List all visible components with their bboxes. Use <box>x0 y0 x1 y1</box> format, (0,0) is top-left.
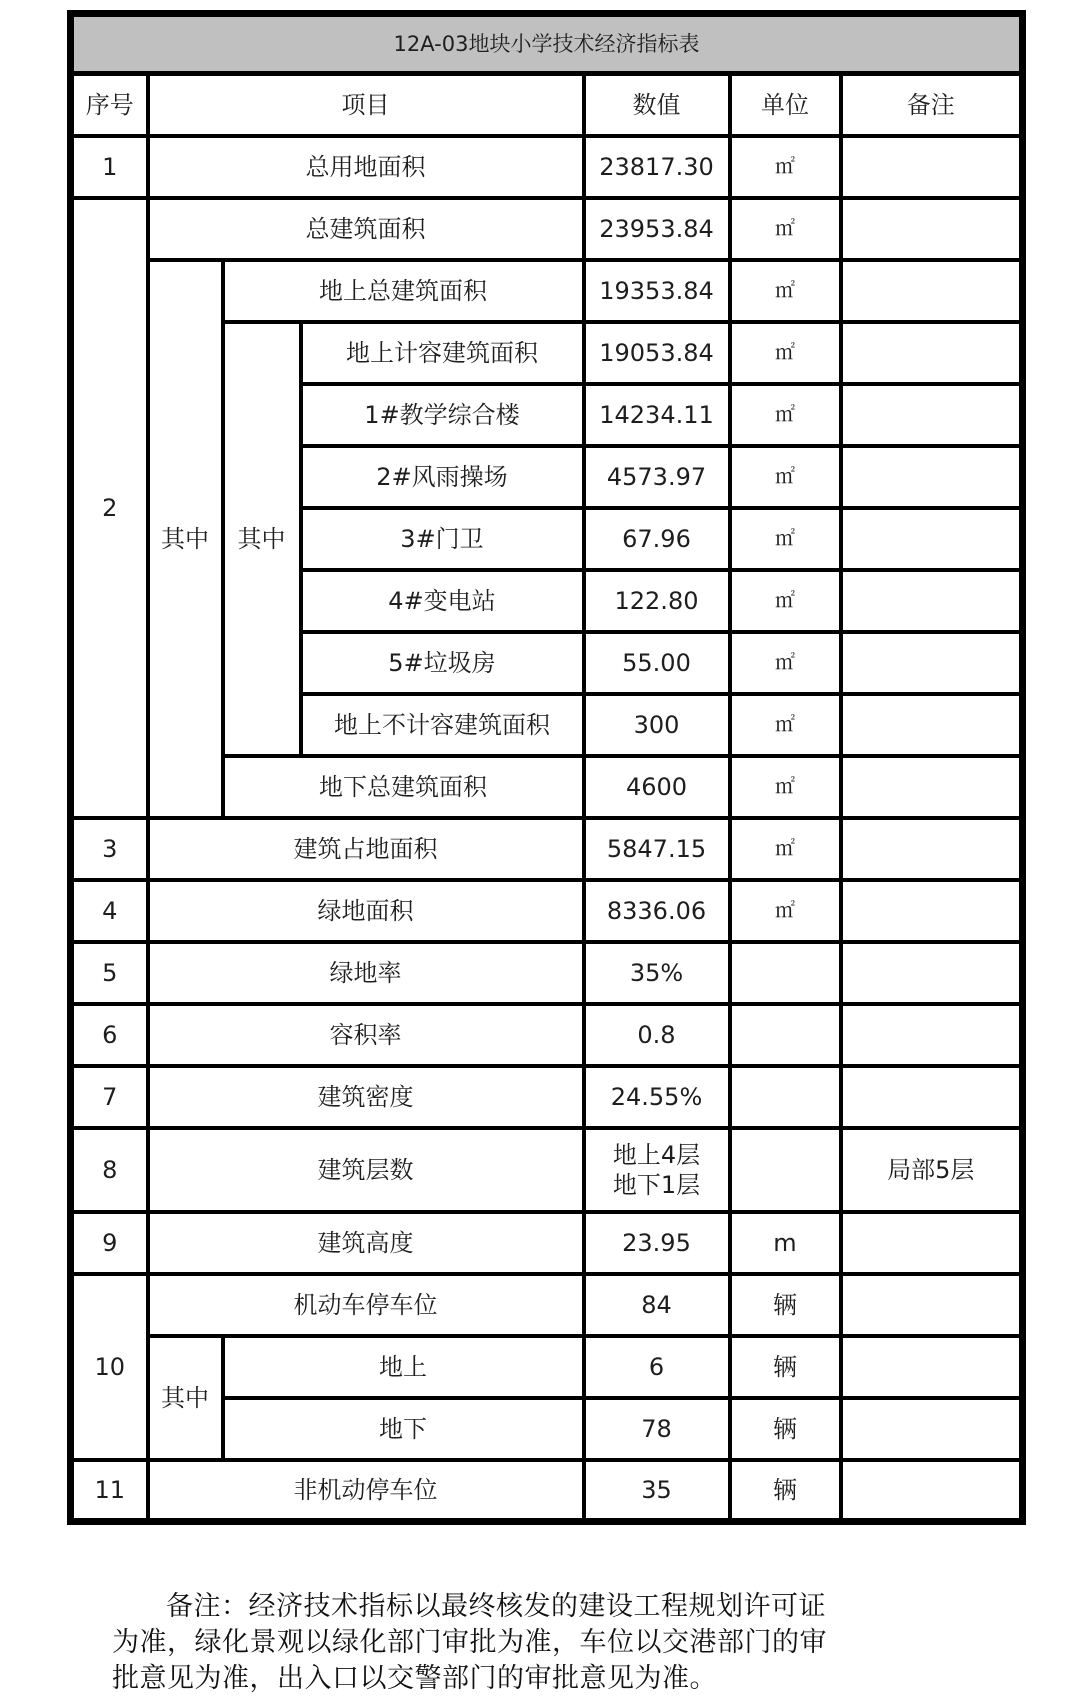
row-remark <box>841 942 1023 1004</box>
row-value: 23817.30 <box>584 136 730 198</box>
row-unit: ㎡ <box>730 446 841 508</box>
row-unit: ㎡ <box>730 136 841 198</box>
header-row <box>71 74 1023 136</box>
row-item: 1#教学综合楼 <box>301 384 584 446</box>
row-index: 2 <box>71 198 148 818</box>
row-index: 7 <box>71 1066 148 1128</box>
row-remark <box>841 818 1023 880</box>
row-index: 11 <box>71 1460 148 1522</box>
row-index: 9 <box>71 1212 148 1274</box>
nested-sub-group-label: 其中 <box>223 322 301 756</box>
row-item: 地上不计容建筑面积 <box>301 694 584 756</box>
table-row <box>71 1274 1023 1336</box>
row-item: 5#垃圾房 <box>301 632 584 694</box>
row-unit: ㎡ <box>730 880 841 942</box>
table-row <box>71 260 1023 322</box>
row-value: 23953.84 <box>584 198 730 260</box>
row-unit <box>730 942 841 1004</box>
row-unit: 辆 <box>730 1398 841 1460</box>
row-unit: ㎡ <box>730 384 841 446</box>
row-item: 2#风雨操场 <box>301 446 584 508</box>
table-row <box>71 1128 1023 1212</box>
row-remark <box>841 570 1023 632</box>
footnote-remarks: 备注：经济技术指标以最终核发的建设工程规划许可证为准，绿化景观以绿化部门审批为准，车位以交港部门的审批意见为准，出入口以交警部门的审批意见为准。 <box>112 1591 827 1694</box>
row-value: 23.95 <box>584 1212 730 1274</box>
table-row <box>71 880 1023 942</box>
row-value: 6 <box>584 1336 730 1398</box>
row-value: 35% <box>584 942 730 1004</box>
row-index: 6 <box>71 1004 148 1066</box>
row-item: 地上总建筑面积 <box>223 260 584 322</box>
row-value-line2: 地下1层 <box>612 1170 701 1199</box>
header-unit: 单位 <box>730 74 841 136</box>
table-row <box>71 1460 1023 1522</box>
row-value: 35 <box>584 1460 730 1522</box>
row-remark <box>841 1274 1023 1336</box>
row-value: 300 <box>584 694 730 756</box>
row-remark <box>841 1398 1023 1460</box>
table-row <box>71 1212 1023 1274</box>
table-row <box>71 136 1023 198</box>
row-value: 67.96 <box>584 508 730 570</box>
row-index: 1 <box>71 136 148 198</box>
row-unit: 辆 <box>730 1274 841 1336</box>
table-row <box>71 1004 1023 1066</box>
row-unit: 辆 <box>730 1336 841 1398</box>
row-item: 地下总建筑面积 <box>223 756 584 818</box>
row-unit: ㎡ <box>730 198 841 260</box>
header-remark: 备注 <box>841 74 1023 136</box>
economic-indicator-table-container <box>67 10 1019 1525</box>
row-unit: ㎡ <box>730 508 841 570</box>
row-item: 地上计容建筑面积 <box>301 322 584 384</box>
row-unit: ㎡ <box>730 322 841 384</box>
row-item: 绿地率 <box>148 942 584 1004</box>
row-remark <box>841 632 1023 694</box>
sub-group-label: 其中 <box>148 260 223 818</box>
row-value: 24.55% <box>584 1066 730 1128</box>
row-item: 总建筑面积 <box>148 198 584 260</box>
table-row <box>71 1066 1023 1128</box>
economic-indicator-table <box>67 10 1026 1525</box>
row-item: 3#门卫 <box>301 508 584 570</box>
table-row <box>71 198 1023 260</box>
row-remark <box>841 322 1023 384</box>
row-remark <box>841 446 1023 508</box>
row-value-line1: 地上4层 <box>612 1140 701 1169</box>
row-value: 78 <box>584 1398 730 1460</box>
row-value: 55.00 <box>584 632 730 694</box>
row-remark <box>841 384 1023 446</box>
row-index: 4 <box>71 880 148 942</box>
row-value: 14234.11 <box>584 384 730 446</box>
row-remark <box>841 1460 1023 1522</box>
table-row <box>71 1336 1023 1398</box>
header-index: 序号 <box>71 74 148 136</box>
row-remark <box>841 198 1023 260</box>
row-unit: ㎡ <box>730 756 841 818</box>
table-row <box>71 942 1023 1004</box>
row-remark <box>841 1212 1023 1274</box>
row-item: 机动车停车位 <box>148 1274 584 1336</box>
row-unit <box>730 1128 841 1212</box>
row-value: 0.8 <box>584 1004 730 1066</box>
row-item: 建筑密度 <box>148 1066 584 1128</box>
row-value: 122.80 <box>584 570 730 632</box>
row-value: 5847.15 <box>584 818 730 880</box>
row-remark <box>841 880 1023 942</box>
row-remark <box>841 136 1023 198</box>
row-unit <box>730 1004 841 1066</box>
header-item: 项目 <box>148 74 584 136</box>
row-item: 总用地面积 <box>148 136 584 198</box>
table-row <box>71 818 1023 880</box>
row-item: 建筑层数 <box>148 1128 584 1212</box>
row-remark <box>841 508 1023 570</box>
sub-group-label: 其中 <box>148 1336 223 1460</box>
row-index: 8 <box>71 1128 148 1212</box>
row-remark <box>841 694 1023 756</box>
header-value: 数值 <box>584 74 730 136</box>
row-unit: ㎡ <box>730 694 841 756</box>
row-unit <box>730 1066 841 1128</box>
row-value: 4573.97 <box>584 446 730 508</box>
row-item: 建筑高度 <box>148 1212 584 1274</box>
row-remark <box>841 1066 1023 1128</box>
row-remark <box>841 1336 1023 1398</box>
row-item: 4#变电站 <box>301 570 584 632</box>
row-value: 19353.84 <box>584 260 730 322</box>
row-index: 10 <box>71 1274 148 1460</box>
row-unit: ㎡ <box>730 818 841 880</box>
row-remark <box>841 260 1023 322</box>
row-remark <box>841 756 1023 818</box>
row-unit: 辆 <box>730 1460 841 1522</box>
row-value: 8336.06 <box>584 880 730 942</box>
row-item: 建筑占地面积 <box>148 818 584 880</box>
row-unit: m <box>730 1212 841 1274</box>
table-title-row <box>71 14 1023 74</box>
row-value: 4600 <box>584 756 730 818</box>
row-remark: 局部5层 <box>841 1128 1023 1212</box>
table-title: 12A-03地块小学技术经济指标表 <box>71 14 1023 74</box>
row-remark <box>841 1004 1023 1066</box>
row-item: 绿地面积 <box>148 880 584 942</box>
row-item: 非机动停车位 <box>148 1460 584 1522</box>
row-unit: ㎡ <box>730 260 841 322</box>
row-item: 地下 <box>223 1398 584 1460</box>
row-unit: ㎡ <box>730 632 841 694</box>
row-value: 84 <box>584 1274 730 1336</box>
row-index: 5 <box>71 942 148 1004</box>
row-value <box>584 1128 730 1212</box>
row-value: 19053.84 <box>584 322 730 384</box>
row-item: 容积率 <box>148 1004 584 1066</box>
row-item: 地上 <box>223 1336 584 1398</box>
row-index: 3 <box>71 818 148 880</box>
row-unit: ㎡ <box>730 570 841 632</box>
